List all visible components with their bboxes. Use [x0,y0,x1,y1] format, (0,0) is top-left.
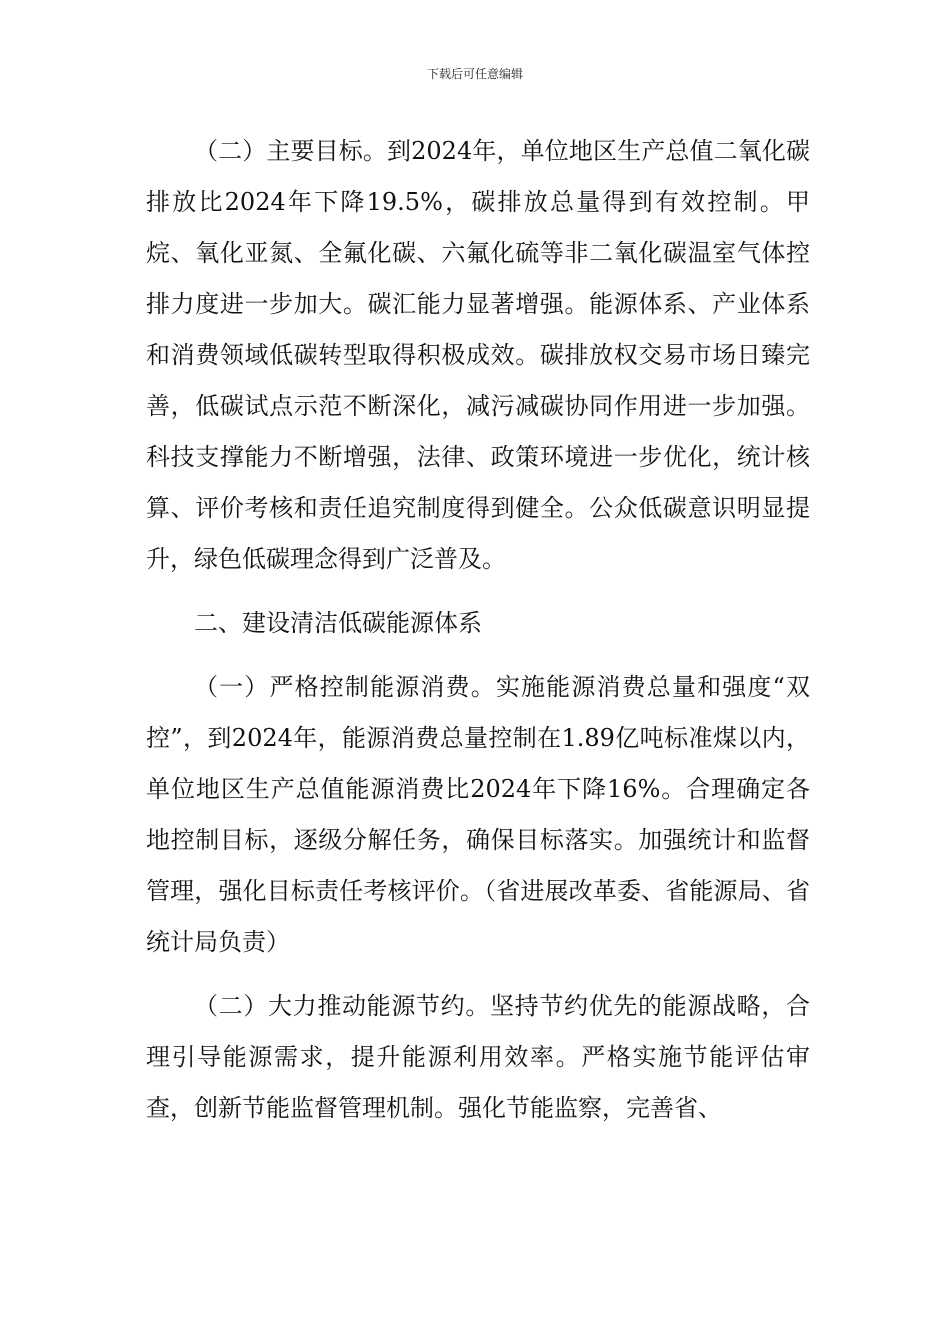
document-body [146,126,810,1134]
page-header: 下载后可任意编辑 [426,67,523,81]
paragraph-main-goals: （二）主要目标。到2024年，单位地区生产总值二氧化碳排放比2024年下降19.5%，碳排放总量得到有效控制。甲烷、氧化亚氮、全氟化碳、六氟化硫等非二氧化碳温室气体控排力度进一步加大。碳汇能力显著增强。能源体系、产业体系和消费领域低碳转型取得积极成效。碳排放权交易市场日臻完善，低碳试点示范不断深化，减污减碳协同作用进一步加强。科技支撑能力不断增强，法律、政策环境进一步优化，统计核算、评价考核和责任追究制度得到健全。公众低碳意识明显提升，绿色低碳理念得到广泛普及。 [146,137,810,573]
paragraph-energy-saving: （二）大力推动能源节约。坚持节约优先的能源战略，合理引导能源需求，提升能源利用效率。严格实施节能评估审查，创新节能监督管理机制。强化节能监察，完善省、 [146,992,810,1122]
paragraph-energy-consumption-control: （一）严格控制能源消费。实施能源消费总量和强度“双控”，到2024年，能源消费总量控制在1.89亿吨标准煤以内，单位地区生产总值能源消费比2024年下降16%。合理确定各地控制目标，逐级分解任务，确保目标落实。加强统计和监督管理，强化目标责任考核评价。（省进展改革委、省能源局、省统计局负责） [146,673,810,956]
section-heading-clean-energy: 二、建设清洁低碳能源体系 [194,609,482,637]
